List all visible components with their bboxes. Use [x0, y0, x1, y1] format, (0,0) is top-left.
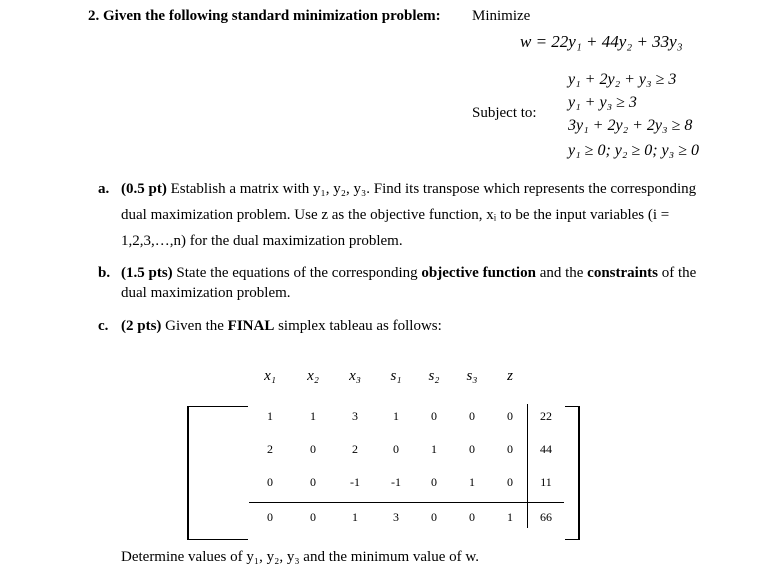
part-a-line2: dual maximization problem. Use z as the objective function, xᵢ to be the input variables (i = — [121, 207, 670, 223]
part-b-points: (1.5 pts) — [121, 265, 173, 281]
cell-r3-c1: 0 — [267, 475, 273, 489]
right-bracket-bottom — [565, 539, 580, 540]
header-s1: s₁ — [390, 368, 402, 384]
minimize-label: Minimize — [472, 8, 531, 24]
right-bracket-top — [565, 406, 580, 407]
cell-r4-rhs: 66 — [540, 510, 552, 524]
constraint-2: y₁ + y₃ ≥ 3 — [568, 94, 637, 111]
cell-r4-c2: 0 — [310, 510, 316, 524]
part-b-text2: and the — [539, 265, 584, 281]
part-a-line1 — [121, 181, 696, 198]
determine-instruction: Determine values of y₁, y₂, y₃ and the minimum value of w. — [121, 549, 479, 565]
header-x2: x₂ — [307, 368, 319, 384]
part-b-constraints-bold: constraints — [587, 265, 659, 281]
cell-r1-c5: 0 — [431, 409, 437, 423]
objective-function: w = 22y₁ + 44y₂ + 33y₃ — [520, 32, 683, 51]
cell-r4-c5: 0 — [431, 510, 437, 524]
objective-row-separator — [249, 502, 564, 503]
cell-r2-c1: 2 — [267, 442, 273, 456]
cell-r1-c2: 1 — [310, 409, 316, 423]
part-c-final-bold: FINAL — [227, 318, 275, 334]
cell-r4-c6: 0 — [469, 510, 475, 524]
cell-r3-c4: -1 — [391, 475, 401, 489]
part-b-text3: of the — [661, 265, 697, 281]
cell-r1-c4: 1 — [393, 409, 399, 423]
part-c-text1: Given the — [165, 318, 224, 334]
header-z: z — [507, 368, 513, 384]
constraint-3: 3y₁ + 2y₂ + 2y₃ ≥ 8 — [568, 117, 693, 134]
cell-r4-c4: 3 — [393, 510, 399, 524]
cell-r1-c3: 3 — [352, 409, 358, 423]
part-b-objective-bold: objective function — [421, 265, 536, 281]
cell-r2-c3: 2 — [352, 442, 358, 456]
cell-r1-c6: 0 — [469, 409, 475, 423]
cell-r2-c7: 0 — [507, 442, 513, 456]
cell-r1-c7: 0 — [507, 409, 513, 423]
constraint-nonneg: y₁ ≥ 0; y₂ ≥ 0; y₃ ≥ 0 — [568, 142, 699, 159]
cell-r3-c2: 0 — [310, 475, 316, 489]
cell-r1-rhs: 22 — [540, 409, 552, 423]
cell-r2-c4: 0 — [393, 442, 399, 456]
rhs-separator — [527, 404, 528, 528]
part-b-text1: State the equations of the corresponding — [176, 265, 418, 281]
constraint-1: y₁ + 2y₂ + y₃ ≥ 3 — [568, 71, 677, 88]
cell-r4-c7: 1 — [507, 510, 513, 524]
part-c-points: (2 pts) — [121, 318, 162, 334]
left-bracket-top — [187, 406, 248, 407]
part-a-text1: Establish a matrix with y₁, y₂, y₃. Find its transpose which represents the corresponding — [170, 181, 697, 197]
part-b-line1 — [121, 265, 696, 282]
right-bracket — [578, 406, 580, 540]
part-a-label: a. — [98, 181, 110, 197]
cell-r3-c6: 1 — [469, 475, 475, 489]
part-a-line3: 1,2,3,…,n) for the dual maximization problem. — [121, 233, 403, 249]
cell-r2-c2: 0 — [310, 442, 316, 456]
cell-r3-c3: -1 — [350, 475, 360, 489]
part-c-text2: simplex tableau as follows: — [278, 318, 442, 334]
cell-r2-c6: 0 — [469, 442, 475, 456]
part-b-line2: dual maximization problem. — [121, 285, 291, 301]
part-b-label: b. — [98, 265, 111, 281]
header-s3: s₃ — [466, 368, 478, 384]
problem-title: 2. Given the following standard minimization problem: — [88, 8, 441, 24]
subject-to-label: Subject to: — [472, 105, 537, 121]
header-s2: s₂ — [428, 368, 440, 384]
cell-r2-rhs: 44 — [540, 442, 552, 456]
cell-r3-c5: 0 — [431, 475, 437, 489]
cell-r3-rhs: 11 — [540, 475, 552, 489]
cell-r4-c3: 1 — [352, 510, 358, 524]
header-x3: x₃ — [349, 368, 361, 384]
left-bracket — [187, 406, 189, 540]
cell-r4-c1: 0 — [267, 510, 273, 524]
cell-r2-c5: 1 — [431, 442, 437, 456]
part-c-line1 — [121, 318, 442, 335]
left-bracket-bottom — [187, 539, 248, 540]
cell-r1-c1: 1 — [267, 409, 273, 423]
part-c-label: c. — [98, 318, 109, 334]
header-x1: x₁ — [264, 368, 276, 384]
part-a-points: (0.5 pt) — [121, 181, 167, 197]
cell-r3-c7: 0 — [507, 475, 513, 489]
